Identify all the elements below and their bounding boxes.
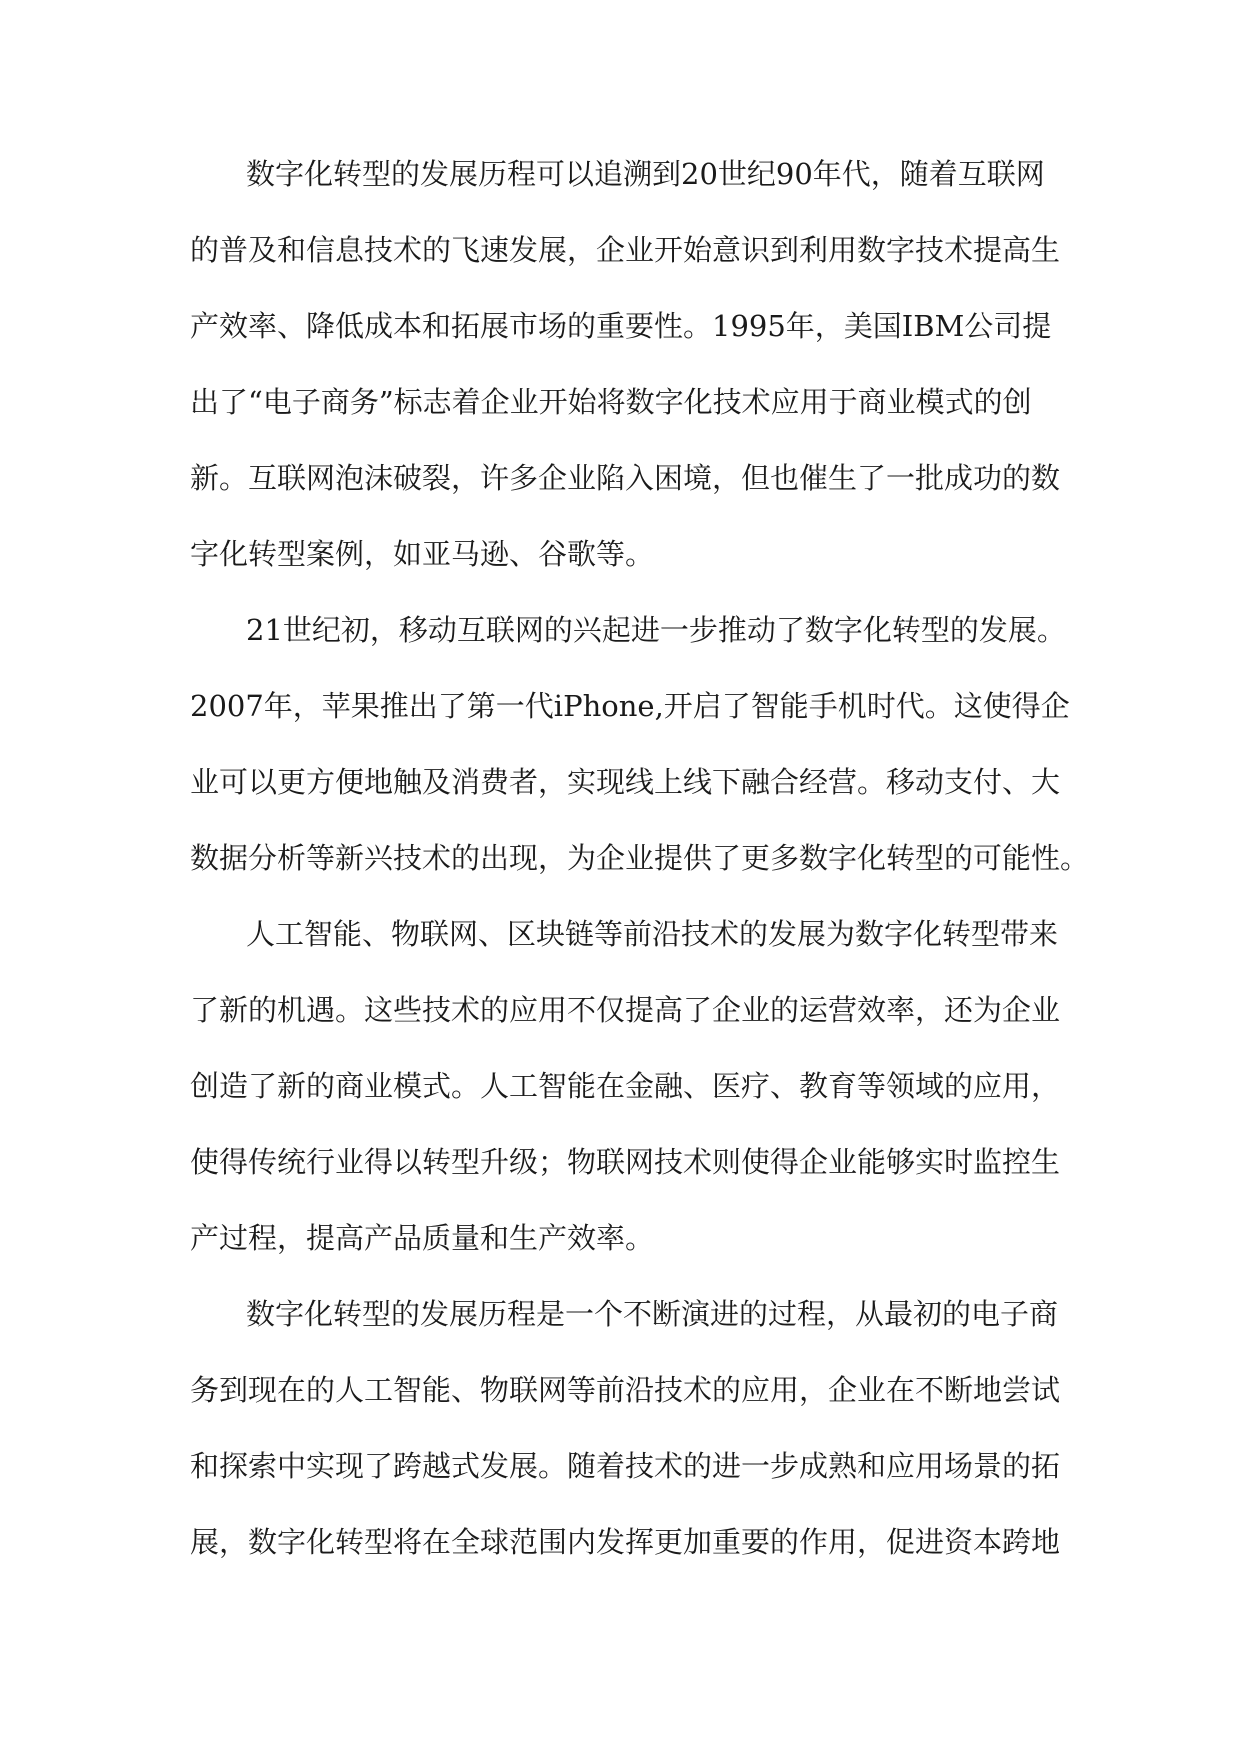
text-line: 和探索中实现了跨越式发展。随着技术的进一步成熟和应用场景的拓 <box>190 1449 1061 1483</box>
text-line: 出了“电子商务”标志着企业开始将数字化技术应用于商业模式的创 <box>190 385 1032 419</box>
paragraph-2-line-1 <box>190 602 1066 678</box>
text-line: 数据分析等新兴技术的出现，为企业提供了更多数字化转型的可能性。 <box>190 841 1090 875</box>
paragraph-4-line-2 <box>190 1362 1061 1438</box>
paragraph-4-line-1 <box>190 1286 1059 1362</box>
text-line: 创造了新的商业模式。人工智能在金融、医疗、教育等领域的应用， <box>190 1069 1061 1103</box>
text-line: 业可以更方便地触及消费者，实现线上线下融合经营。移动支付、大 <box>190 765 1061 799</box>
text-line: 2007年，苹果推出了第一代iPhone,开启了智能手机时代。这使得企 <box>190 689 1070 723</box>
document-body <box>190 146 1090 1590</box>
paragraph-2-line-3 <box>190 754 1061 830</box>
paragraph-1-line-2 <box>190 222 1061 298</box>
text-line: 数字化转型的发展历程是一个不断演进的过程，从最初的电子商 <box>246 1297 1059 1331</box>
text-line: 数字化转型的发展历程可以追溯到20世纪90年代，随着互联网 <box>246 157 1045 191</box>
text-line: 21世纪初，移动互联网的兴起进一步推动了数字化转型的发展。 <box>246 613 1066 647</box>
text-line: 产效率、降低成本和拓展市场的重要性。1995年，美国IBM公司提 <box>190 309 1052 343</box>
text-line: 的普及和信息技术的飞速发展，企业开始意识到利用数字技术提高生 <box>190 233 1061 267</box>
paragraph-1-line-5 <box>190 450 1061 526</box>
text-line: 产过程，提高产品质量和生产效率。 <box>190 1221 655 1255</box>
paragraph-3-line-4 <box>190 1134 1061 1210</box>
paragraph-1-line-3 <box>190 298 1052 374</box>
text-line: 字化转型案例，如亚马逊、谷歌等。 <box>190 537 655 571</box>
paragraph-3-line-2 <box>190 982 1061 1058</box>
text-line: 使得传统行业得以转型升级；物联网技术则使得企业能够实时监控生 <box>190 1145 1061 1179</box>
paragraph-3-line-5 <box>190 1210 1052 1286</box>
text-line: 了新的机遇。这些技术的应用不仅提高了企业的运营效率，还为企业 <box>190 993 1061 1027</box>
text-line: 新。互联网泡沫破裂，许多企业陷入困境，但也催生了一批成功的数 <box>190 461 1061 495</box>
paragraph-1-line-4 <box>190 374 1052 450</box>
paragraph-4-line-4 <box>190 1514 1061 1590</box>
paragraph-1-line-1 <box>190 146 1052 222</box>
paragraph-3-line-3 <box>190 1058 1061 1134</box>
text-line: 展，数字化转型将在全球范围内发挥更加重要的作用，促进资本跨地 <box>190 1525 1061 1559</box>
paragraph-4-line-3 <box>190 1438 1061 1514</box>
text-line: 务到现在的人工智能、物联网等前沿技术的应用，企业在不断地尝试 <box>190 1373 1061 1407</box>
paragraph-3-line-1 <box>190 906 1059 982</box>
text-line: 人工智能、物联网、区块链等前沿技术的发展为数字化转型带来 <box>246 917 1059 951</box>
paragraph-2-line-2 <box>190 678 1070 754</box>
paragraph-2-line-4 <box>190 830 1090 906</box>
paragraph-1-line-6 <box>190 526 1052 602</box>
